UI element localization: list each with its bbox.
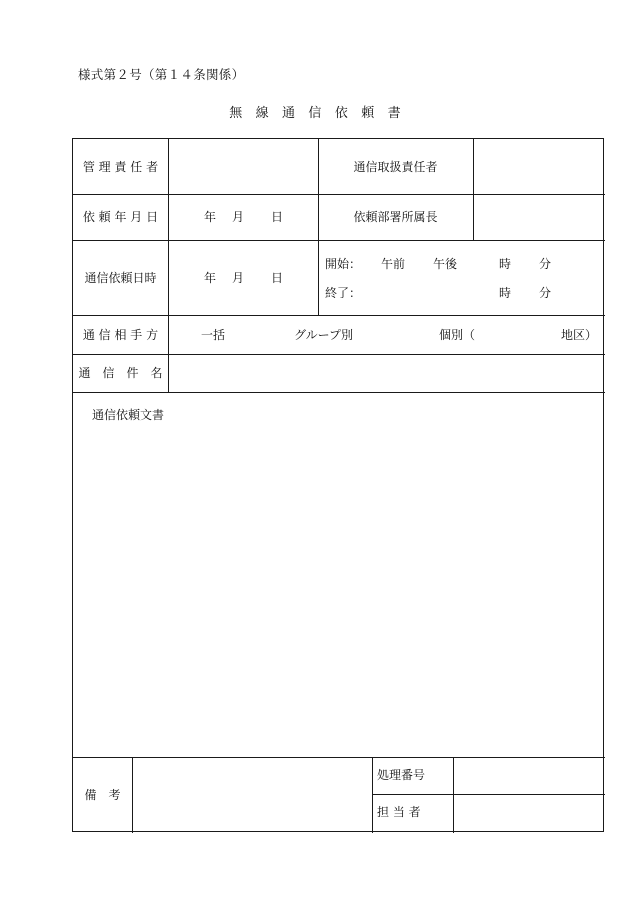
individual-option: 個別（ [439,328,476,342]
dept-head-label: 依頼部署所属長 [353,210,438,224]
subject-label: 通 信 件 名 [78,366,163,380]
handler-label: 通信取扱責任者 [353,160,438,174]
comm-month-unit: 月 [232,271,245,285]
start-hour-unit: 時 [499,257,512,271]
end-label: 終了： [325,286,362,300]
column-divider [372,757,373,833]
start-label: 開始： [325,257,362,271]
pm-label: 午後 [433,257,458,271]
column-divider [132,757,133,833]
group-option: グループ別 [294,328,354,342]
row-divider [73,194,605,195]
column-divider [473,139,474,240]
comm-datetime-label: 通信依頼日時 [84,271,157,285]
end-minute-unit: 分 [539,286,552,300]
start-minute-unit: 分 [539,257,552,271]
comm-year-unit: 年 [204,271,217,285]
row-divider [73,354,605,355]
form-number: 様式第２号（第１４条関係） [78,67,245,82]
row-divider [73,392,605,393]
form-title: 無 線 通 信 依 頼 書 [229,106,401,121]
request-date-label: 依 頼 年 月 日 [82,210,159,224]
partner-label: 通 信 相 手 方 [82,328,159,342]
person-in-charge-label: 担 当 者 [377,805,421,819]
request-month-unit: 月 [232,210,245,224]
column-divider [453,757,454,833]
bulk-option: 一括 [201,328,226,342]
request-year-unit: 年 [204,210,217,224]
request-form-table [72,138,604,832]
column-divider [168,139,169,392]
request-body-label: 通信依頼文書 [92,408,165,422]
remarks-label: 備 考 [84,788,121,802]
am-label: 午前 [381,257,406,271]
request-day-unit: 日 [271,210,284,224]
row-divider [73,315,605,316]
end-hour-unit: 時 [499,286,512,300]
comm-day-unit: 日 [271,271,284,285]
manager-label: 管 理 責 任 者 [82,160,159,174]
process-number-label: 処理番号 [377,768,426,782]
row-divider [73,757,605,758]
row-divider [73,240,605,241]
area-suffix: 地区） [561,328,598,342]
row-divider [372,794,605,795]
